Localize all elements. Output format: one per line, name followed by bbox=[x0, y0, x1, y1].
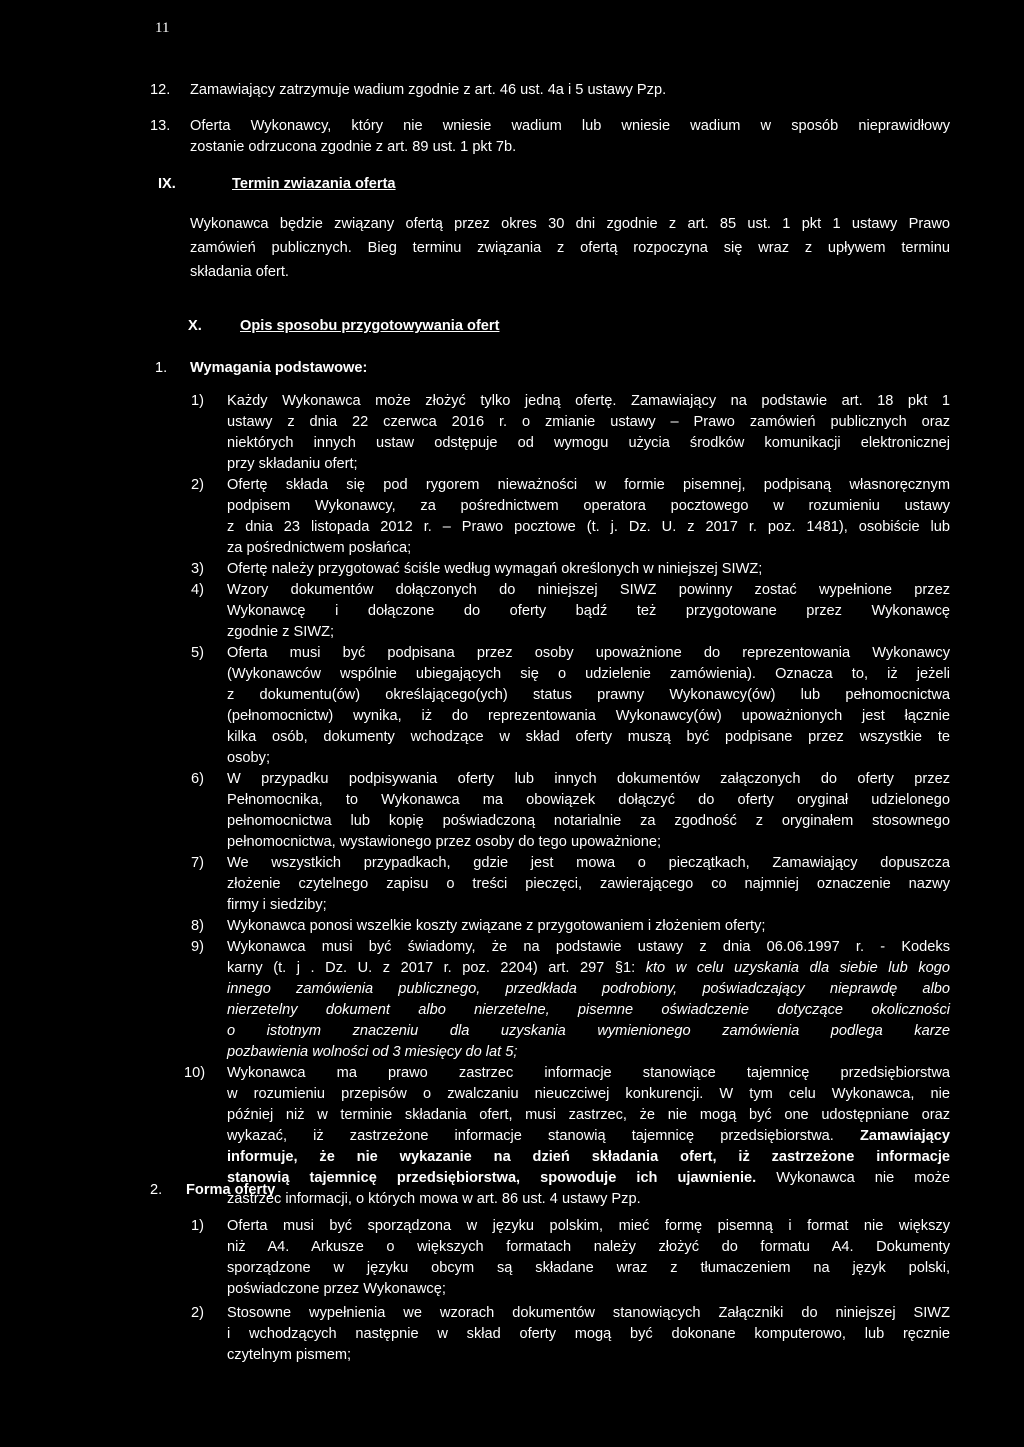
requirement-item-10 bbox=[227, 1063, 950, 1210]
text-line: (Wykonawców wspólnie ubiegających się o udzielenie zamówienia). Oznacza to, iż jeżeli bbox=[227, 666, 950, 682]
text-line bbox=[227, 958, 950, 979]
bold-segment: informuje, że nie wykazanie na dzień składania ofert, iż zastrzeżone informacje bbox=[227, 1149, 950, 1165]
text-line: niż A4. Arkusze o większych formatach należy złożyć do formatu A4. Dokumenty bbox=[227, 1239, 950, 1255]
text-line: z dnia 23 listopada 2012 r. – Prawo pocztowe (t. j. Dz. U. z 2017 r. poz. 1481), osobiście lub bbox=[227, 519, 950, 535]
text-line bbox=[227, 1126, 950, 1147]
text-segment: Wykonawca nie może bbox=[756, 1170, 950, 1186]
section-10-title: Opis sposobu przygotowywania ofert bbox=[240, 318, 500, 334]
text-line: później niż w terminie składania ofert, musi zastrzec, że nie mogą być one udostępniane oraz bbox=[227, 1107, 950, 1123]
item-number: 2) bbox=[191, 477, 204, 493]
text-line: zgodnie z SIWZ; bbox=[227, 624, 335, 640]
form-item-1 bbox=[227, 1216, 950, 1300]
italic-quote: nierzetelny dokument albo nierzetelne, pisemne oświadczenie dotyczące okoliczności bbox=[227, 1002, 950, 1018]
text-line: składania ofert. bbox=[190, 264, 289, 280]
requirement-item-9 bbox=[227, 937, 950, 1063]
text-line: (pełnomocnictw) wynika, iż do reprezentowania Wykonawcy(ów) upoważnionych jest łącznie bbox=[227, 708, 950, 724]
requirement-item-2 bbox=[227, 475, 950, 559]
text-line: zostanie odrzucona zgodnie z art. 89 ust. 1 pkt 7b. bbox=[190, 139, 517, 155]
text-line bbox=[227, 1168, 950, 1189]
section-10-number: X. bbox=[188, 318, 202, 334]
item-number: 8) bbox=[191, 918, 204, 934]
text-line: Pełnomocnika, to Wykonawca ma obowiązek dołączyć do oferty oryginał udzielonego bbox=[227, 792, 950, 808]
text-line: pełnomocnictwa, wystawionego przez osoby do tego upoważnione; bbox=[227, 834, 662, 850]
italic-quote: innego zamówienia publicznego, przedkłada podrobiony, poświadczający nieprawdę albo bbox=[227, 981, 950, 997]
text-line: sporządzone w języku obcym są składane wraz z tłumaczeniem na język polski, bbox=[227, 1260, 950, 1276]
section-9-title: Termin zwiazania oferta bbox=[232, 176, 396, 192]
text-line: Wykonawcę i dołączone do oferty bądź też przygotowane przez Wykonawcę bbox=[227, 603, 950, 619]
text-line: i wchodzących następnie w skład oferty mogą być dokonane komputerowo, lub ręcznie bbox=[227, 1326, 950, 1342]
text-line: w rozumieniu przepisów o zwalczaniu nieuczciwej konkurencji. W tym celu Wykonawca, nie bbox=[227, 1086, 950, 1102]
italic-quote: o istotnym znaczeniu dla uzyskania wymienionego zamówienia podlega karze bbox=[227, 1023, 950, 1039]
text-line: Wykonawca ma prawo zastrzec informacje stanowiące tajemnicę przedsiębiorstwa bbox=[227, 1065, 950, 1081]
text-line: pełnomocnictwa lub kopię poświadczoną notarialnie za zgodność z oryginałem stosownego bbox=[227, 813, 950, 829]
requirements-number: 1. bbox=[155, 360, 168, 376]
text-line: niektórych innych ustaw odstępuje od wymogu użycia środków komunikacji elektronicznej bbox=[227, 435, 950, 451]
page-number: 11 bbox=[155, 20, 170, 36]
requirement-item-3 bbox=[227, 559, 950, 580]
paragraph-12-text: Zamawiający zatrzymuje wadium zgodnie z art. 46 ust. 4a i 5 ustawy Pzp. bbox=[190, 82, 667, 98]
text-line: firmy i siedziby; bbox=[227, 897, 327, 913]
text-line: Wzory dokumentów dołączonych do niniejszej SIWZ powinny zostać wypełnione przez bbox=[227, 582, 950, 598]
text-line: przy składaniu ofert; bbox=[227, 456, 358, 472]
text-segment: karny (t. j . Dz. U. z 2017 r. poz. 2204) art. 297 §1: bbox=[227, 960, 646, 976]
text-line: Ofertę należy przygotować ściśle według wymagań określonych w niniejszej SIWZ; bbox=[227, 561, 763, 577]
item-number: 9) bbox=[191, 939, 204, 955]
item-number: 7) bbox=[191, 855, 204, 871]
form-number: 2. bbox=[150, 1182, 163, 1198]
text-line: Oferta Wykonawcy, który nie wniesie wadium lub wniesie wadium w sposób nieprawidłowy bbox=[190, 118, 950, 134]
text-line: osoby; bbox=[227, 750, 270, 766]
item-number: 6) bbox=[191, 771, 204, 787]
bold-segment: Zamawiający bbox=[859, 1128, 950, 1144]
text-line: zastrzec informacji, o których mowa w art. 86 ust. 4 ustawy Pzp. bbox=[227, 1191, 641, 1207]
text-line: zamówień publicznych. Bieg terminu związania z ofertą rozpoczyna się wraz z upływem terminu bbox=[190, 240, 950, 256]
text-line: Stosowne wypełnienia we wzorach dokumentów stanowiących Załączniki do niniejszej SIWZ bbox=[227, 1305, 950, 1321]
paragraph-13-text bbox=[190, 116, 950, 158]
text-line: Oferta musi być sporządzona w języku polskim, mieć formę pisemną i format nie większy bbox=[227, 1218, 950, 1234]
section-9-number: IX. bbox=[158, 176, 176, 192]
item-number: 5) bbox=[191, 645, 204, 661]
text-line: Wykonawca ponosi wszelkie koszty związane z przygotowaniem i złożeniem oferty; bbox=[227, 918, 766, 934]
text-line: z dokumentu(ów) określającego(ych) status prawny Wykonawcy(ów) lub pełnomocnictwa bbox=[227, 687, 950, 703]
text-segment: wykazać, iż zastrzeżone informacje stanowią tajemnicę przedsiębiorstwa. bbox=[227, 1128, 860, 1144]
requirement-item-6 bbox=[227, 769, 950, 853]
text-line: poświadczone przez Wykonawcę; bbox=[227, 1281, 446, 1297]
text-line: W przypadku podpisywania oferty lub innych dokumentów załączonych do oferty przez bbox=[227, 771, 950, 787]
form-item-2 bbox=[227, 1303, 950, 1366]
text-line: Oferta musi być podpisana przez osoby upoważnione do reprezentowania Wykonawcy bbox=[227, 645, 950, 661]
text-line: kilka osób, dokumenty wchodzące w skład oferty muszą być podpisane przez wszystkie te bbox=[227, 729, 950, 745]
requirement-item-5 bbox=[227, 643, 950, 769]
text-line: podpisem Wykonawcy, za pośrednictwem operatora pocztowego w rozumieniu ustawy bbox=[227, 498, 950, 514]
item-number: 2) bbox=[191, 1305, 204, 1321]
italic-quote: kto w celu uzyskania dla siebie lub kogo bbox=[645, 960, 950, 976]
requirement-item-7 bbox=[227, 853, 950, 916]
section-9-body bbox=[190, 212, 950, 284]
item-number: 4) bbox=[191, 582, 204, 598]
text-line: ustawy z dnia 22 czerwca 2016 r. o zmianie ustawy – Prawo zamówień publicznych oraz bbox=[227, 414, 950, 430]
text-line: We wszystkich przypadkach, gdzie jest mowa o pieczątkach, Zamawiający dopuszcza bbox=[227, 855, 950, 871]
requirements-title: Wymagania podstawowe: bbox=[190, 360, 368, 376]
bold-segment: stanowią tajemnicę przedsiębiorstwa, spowoduje ich ujawnienie. bbox=[227, 1170, 757, 1186]
text-line: złożenie czytelnego zapisu o treści pieczęci, zawierającego co najmniej oznaczenie nazwy bbox=[227, 876, 950, 892]
text-line: Ofertę składa się pod rygorem nieważności w formie pisemnej, podpisaną własnoręcznym bbox=[227, 477, 950, 493]
text-line: Wykonawca musi być świadomy, że na podstawie ustawy z dnia 06.06.1997 r. - Kodeks bbox=[227, 939, 950, 955]
item-number: 1) bbox=[191, 393, 204, 409]
text-line: Wykonawca będzie związany ofertą przez okres 30 dni zgodnie z art. 85 ust. 1 pkt 1 ustawy Prawo bbox=[190, 216, 950, 232]
item-number: 10) bbox=[184, 1065, 206, 1081]
italic-quote: pozbawienia wolności od 3 miesięcy do lat 5; bbox=[227, 1044, 518, 1060]
item-number: 1) bbox=[191, 1218, 204, 1234]
requirement-item-8 bbox=[227, 916, 950, 937]
requirement-item-1 bbox=[227, 391, 950, 475]
text-line: czytelnym pismem; bbox=[227, 1347, 352, 1363]
paragraph-13-number: 13. bbox=[150, 118, 171, 134]
paragraph-12-number: 12. bbox=[150, 82, 171, 98]
text-line: Każdy Wykonawca może złożyć tylko jedną ofertę. Zamawiający na podstawie art. 18 pkt 1 bbox=[227, 393, 950, 409]
form-title: Forma oferty bbox=[186, 1182, 276, 1198]
text-line: za pośrednictwem posłańca; bbox=[227, 540, 412, 556]
item-number: 3) bbox=[191, 561, 204, 577]
requirement-item-4 bbox=[227, 580, 950, 643]
